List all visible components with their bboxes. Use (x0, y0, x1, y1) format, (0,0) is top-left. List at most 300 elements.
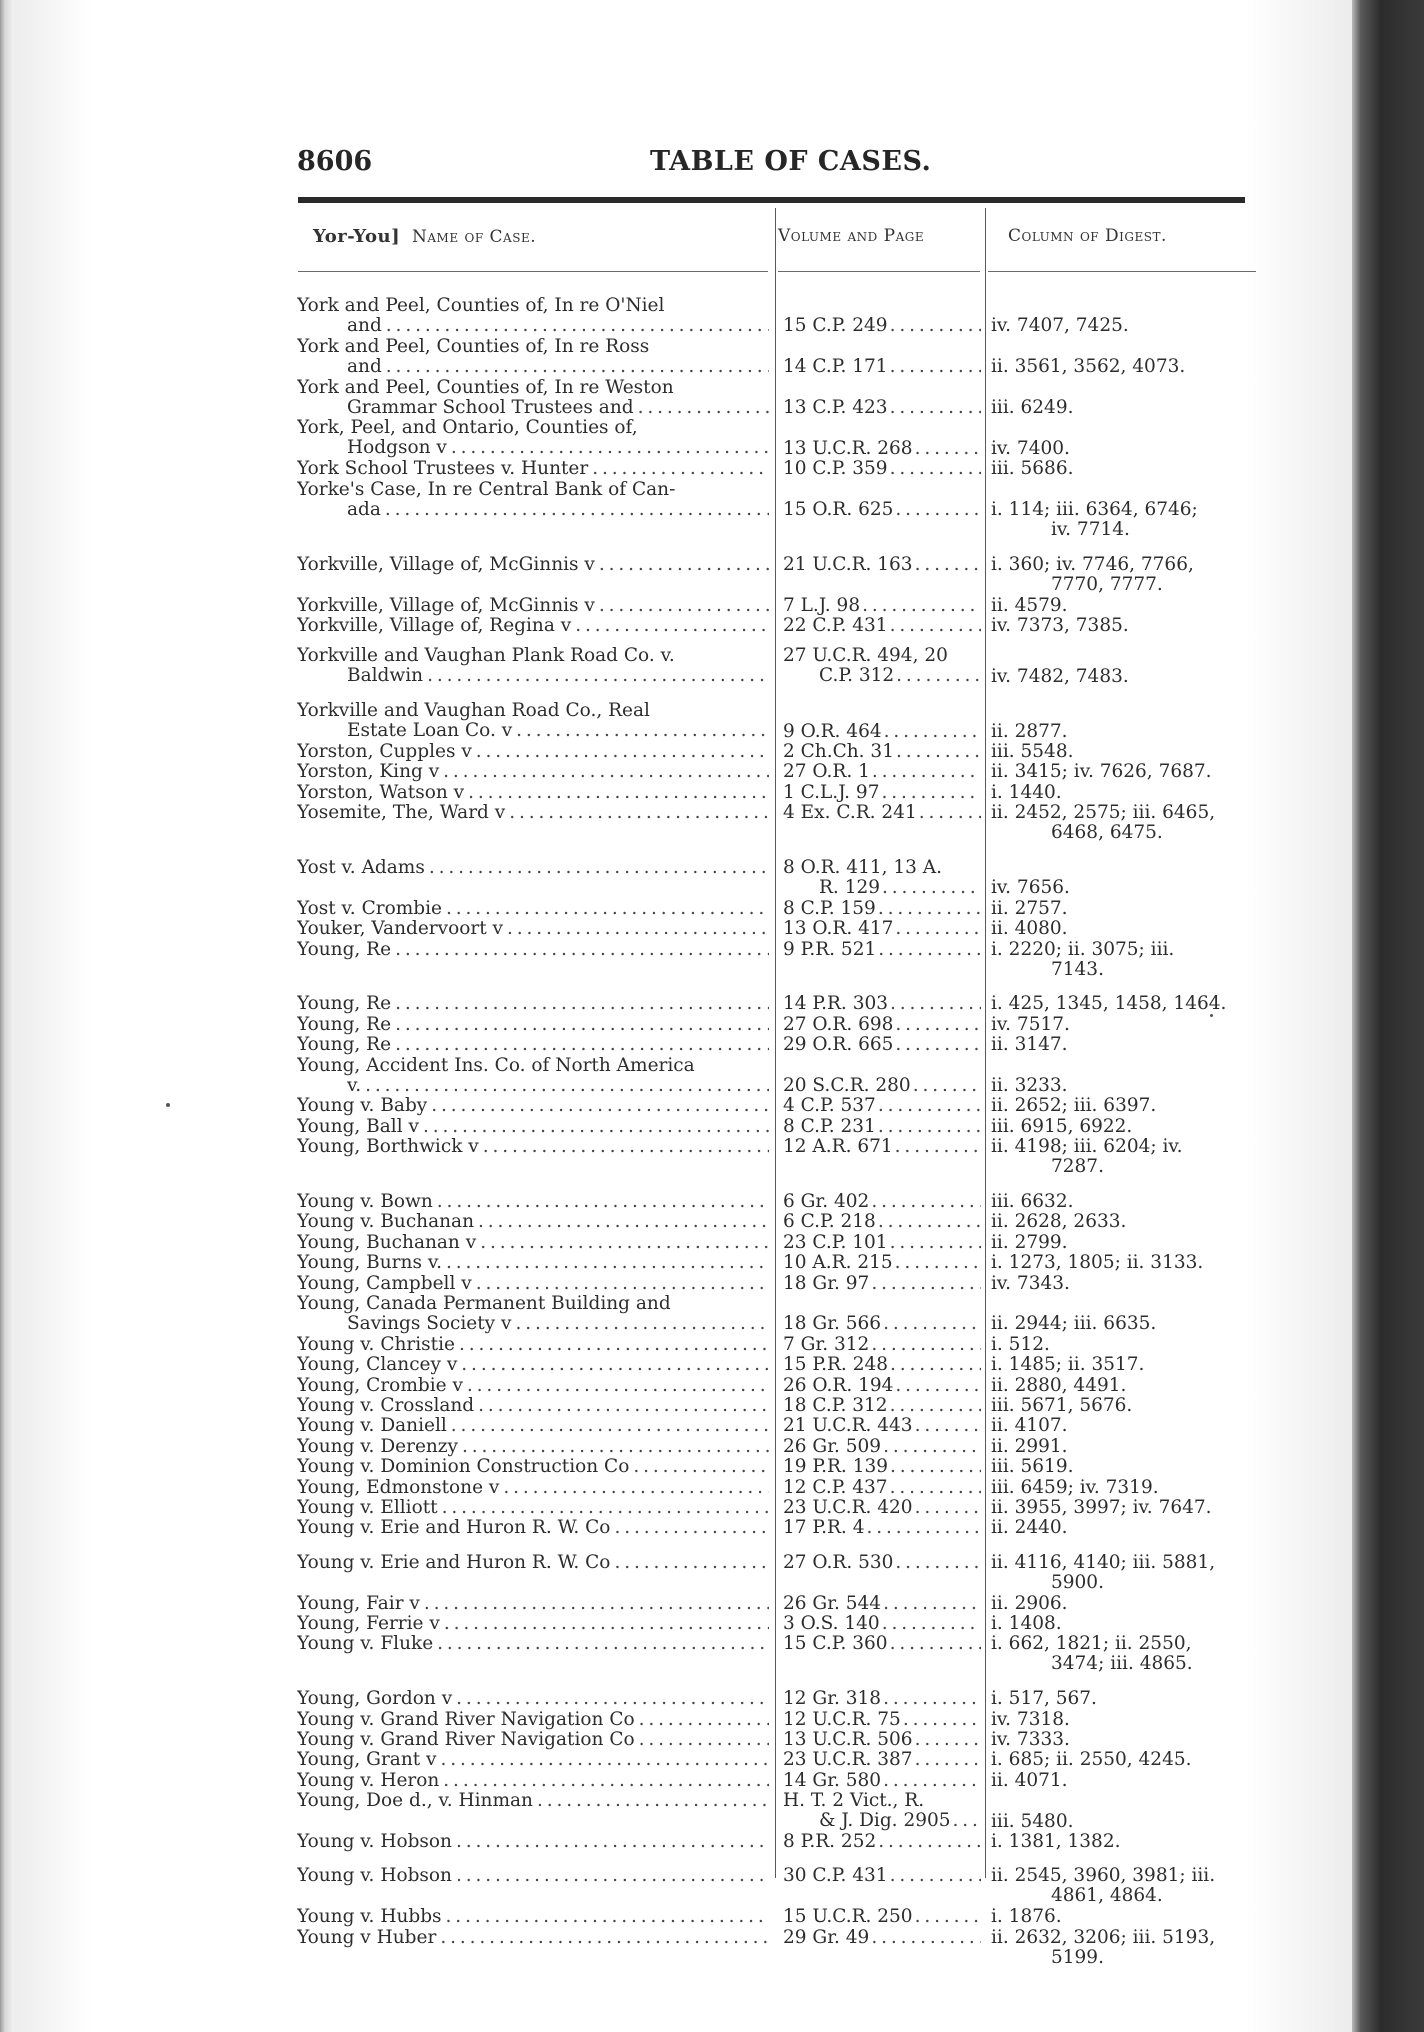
case-name-line (297, 1907, 769, 1927)
case-name-text: Young, Grant v (297, 1750, 437, 1771)
volume-page-line (783, 1928, 981, 1948)
case-name-line (297, 1035, 769, 1055)
case-name-text: Young v. Grand River Navigation Co (297, 1730, 635, 1750)
volume-page-line (783, 722, 981, 742)
volume-page-text: 14 C.P. 171 (783, 357, 888, 378)
digest-column (991, 1634, 1261, 1674)
case-name-text: Yorkville, Village of, Regina v (297, 616, 572, 636)
volume-page (783, 316, 981, 336)
case-name-line (297, 398, 769, 418)
case-name (297, 1771, 769, 1791)
case-name-text: Yost v. Crombie (297, 898, 442, 919)
case-name-line (297, 438, 769, 458)
case-name-text: Young v. Bown (297, 1192, 433, 1212)
digest-column (991, 803, 1261, 843)
digest-text: ii. 2452, 2575; iii. 6465, (991, 802, 1216, 824)
case-name-line (297, 1253, 769, 1273)
dot-leader (895, 1137, 981, 1157)
case-name-text: York, Peel, and Ontario, Counties of, (297, 418, 638, 439)
volume-page (783, 1907, 981, 1927)
dot-leader (451, 438, 769, 458)
volume-page (783, 1035, 981, 1055)
volume-page-line (783, 1096, 981, 1116)
volume-page (783, 1376, 981, 1396)
dot-leader (429, 858, 769, 878)
volume-page-text: 20 S.C.R. 280 (783, 1075, 911, 1096)
volume-page-line (783, 1478, 981, 1498)
case-name (297, 1553, 769, 1573)
dot-leader (881, 783, 981, 803)
digest-text: i. 517, 567. (991, 1688, 1097, 1710)
volume-page-line (783, 1457, 981, 1477)
digest-column (991, 596, 1261, 616)
digest-text: i. 1440. (991, 781, 1062, 803)
volume-page (783, 1614, 981, 1634)
digest-column (991, 919, 1261, 939)
case-name-text: Young v. Erie and Huron R. W. Co (297, 1518, 611, 1539)
case-name (297, 1137, 769, 1157)
digest-text: ii. 3561, 3562, 4073. (991, 356, 1186, 378)
dot-leader (883, 1594, 981, 1614)
case-name-text: Hodgson v (347, 438, 447, 459)
volume-page-line (783, 1730, 981, 1750)
dot-leader (871, 1274, 981, 1294)
digest-text: iv. 7318. (991, 1708, 1070, 1730)
case-name-line (297, 1355, 769, 1375)
digest-column (991, 1117, 1261, 1137)
volume-page-text: 4 Ex. C.R. 241 (783, 803, 917, 824)
case-name (297, 1457, 769, 1477)
case-name-text: Young, Crombie v (297, 1375, 463, 1396)
volume-page-line (783, 1035, 981, 1055)
case-name-line (297, 1335, 769, 1355)
volume-page (783, 1866, 981, 1886)
digest-column (991, 616, 1261, 636)
case-name-line (297, 500, 769, 520)
digest-column (991, 1137, 1261, 1177)
dot-leader (890, 994, 981, 1014)
case-name-line (297, 316, 769, 336)
digest-text: 7770, 7777. (1051, 573, 1163, 595)
case-name (297, 480, 769, 520)
volume-page-line (783, 646, 981, 666)
volume-page (783, 1076, 981, 1096)
digest-text: iii. 5548. (991, 741, 1074, 762)
digest-text: ii. 2757. (991, 897, 1068, 919)
case-name-text: Savings Society v (347, 1314, 512, 1334)
case-name-text: Young, Fair v (297, 1593, 420, 1614)
digest-column (991, 1376, 1261, 1396)
volume-page-text: 27 O.R. 698 (783, 1014, 894, 1035)
volume-page (783, 1253, 981, 1273)
volume-page (783, 459, 981, 479)
dot-leader (919, 803, 981, 823)
dot-leader (437, 1192, 769, 1212)
dot-leader (878, 1212, 981, 1232)
dot-leader (890, 316, 981, 336)
case-name-text: Young v. Fluke (297, 1634, 434, 1655)
case-name (297, 1710, 769, 1730)
case-name (297, 1396, 769, 1416)
volume-page (783, 1498, 981, 1518)
dot-leader (883, 1314, 981, 1334)
dot-leader (443, 762, 769, 782)
volume-page (783, 1096, 981, 1116)
dot-leader (395, 940, 769, 960)
digest-text: 4861, 4864. (1051, 1885, 1163, 1907)
volume-page-text: H. T. 2 Vict., R. (783, 1791, 925, 1812)
volume-page-text: 26 O.R. 194 (783, 1375, 894, 1396)
digest-text: iii. 6459; iv. 7319. (991, 1476, 1159, 1498)
case-name-line (297, 378, 769, 398)
case-name-line (297, 1416, 769, 1436)
volume-page-text: 6 C.P. 218 (783, 1212, 876, 1233)
case-name-text: Young v. Daniell (297, 1416, 447, 1437)
volume-page-line (783, 899, 981, 919)
case-name (297, 459, 769, 479)
volume-page-line (783, 1710, 981, 1730)
dot-leader (890, 1355, 981, 1375)
volume-page-text: 26 Gr. 544 (783, 1593, 882, 1614)
volume-page-text: 12 A.R. 671 (783, 1137, 893, 1158)
dot-leader (872, 762, 981, 782)
volume-page (783, 1396, 981, 1416)
volume-page-text: 23 C.P. 101 (783, 1232, 888, 1253)
digest-column (991, 459, 1261, 479)
volume-page-line (783, 1866, 981, 1886)
dot-leader (890, 1457, 981, 1477)
digest-column (991, 878, 1261, 898)
case-name-text: Young, Burns v. (297, 1253, 442, 1274)
case-name-line (297, 666, 769, 686)
dot-leader (446, 1253, 769, 1273)
digest-column (991, 899, 1261, 919)
column-header-volume: Volume and Page (778, 226, 925, 246)
digest-text: i. 512. (991, 1333, 1050, 1355)
volume-page-text: 23 U.C.R. 420 (783, 1498, 913, 1518)
digest-column (991, 1355, 1261, 1375)
volume-page-line (783, 316, 981, 336)
volume-page-text: 3 O.S. 140 (783, 1614, 880, 1634)
dot-leader (599, 555, 769, 575)
dot-leader (480, 1233, 769, 1253)
case-name-line (297, 1192, 769, 1212)
case-name-line (297, 1634, 769, 1654)
volume-page-line (783, 878, 981, 898)
volume-page-line (783, 1791, 981, 1811)
dot-leader (890, 357, 981, 377)
volume-page-text: 15 C.P. 249 (783, 316, 888, 337)
case-name-line (297, 1710, 769, 1730)
case-name (297, 899, 769, 919)
case-name-line (297, 296, 769, 316)
digest-column (991, 439, 1261, 459)
volume-page-line (783, 762, 981, 782)
volume-page (783, 940, 981, 960)
digest-text: i. 1485; ii. 3517. (991, 1354, 1145, 1376)
digest-text: ii. 2440. (991, 1517, 1068, 1539)
dot-leader (903, 1710, 981, 1730)
case-name (297, 1634, 769, 1654)
volume-page (783, 1314, 981, 1334)
volume-page (783, 858, 981, 898)
volume-page-line (783, 1137, 981, 1157)
volume-page-text: 13 O.R. 417 (783, 919, 894, 940)
volume-page-line (783, 555, 981, 575)
case-name (297, 1274, 769, 1294)
dot-leader (461, 1355, 769, 1375)
dot-leader (592, 459, 769, 479)
dot-leader (890, 459, 981, 479)
volume-page-text: 12 C.P. 437 (783, 1477, 888, 1498)
dot-leader (509, 803, 769, 823)
case-name-text: Grammar School Trustees and (347, 397, 634, 418)
volume-page-text: 19 P.R. 139 (783, 1457, 889, 1478)
digest-text: i. 1381, 1382. (991, 1831, 1121, 1852)
case-name (297, 1416, 769, 1436)
volume-page-text: 15 O.R. 625 (783, 499, 894, 520)
case-name-line (297, 1750, 769, 1770)
dot-leader (639, 1730, 769, 1750)
case-name (297, 1689, 769, 1709)
column-header-digest: Column of Digest. (1008, 226, 1167, 246)
volume-page (783, 1015, 981, 1035)
digest-column (991, 1233, 1261, 1253)
case-name-text: Young v. Baby (297, 1096, 428, 1117)
dot-leader (878, 1096, 981, 1116)
digest-text: iii. 6632. (991, 1191, 1074, 1212)
case-name-text: Young v. Hubbs (297, 1907, 442, 1928)
dot-leader (462, 1437, 769, 1457)
case-name-text: York School Trustees v. Hunter (297, 459, 589, 480)
volume-page (783, 357, 981, 377)
case-name-text: Young v. Heron (297, 1770, 440, 1791)
case-name (297, 1437, 769, 1457)
case-name-line (297, 1866, 769, 1886)
volume-page (783, 1634, 981, 1654)
volume-page-text: 17 P.R. 4 (783, 1518, 865, 1539)
case-name-line (297, 1274, 769, 1294)
digest-text: 6468, 6475. (1051, 822, 1163, 844)
dot-leader (866, 1518, 981, 1538)
volume-page-text: 15 P.R. 248 (783, 1355, 889, 1376)
dot-leader (895, 1553, 981, 1573)
case-name-text: Young, Edmonstone v (297, 1477, 500, 1498)
volume-page (783, 1335, 981, 1355)
digest-text: iii. 5671, 5676. (991, 1395, 1133, 1416)
dot-leader (895, 1376, 981, 1396)
case-name (297, 1614, 769, 1634)
dot-leader (896, 666, 981, 686)
volume-page (783, 616, 981, 636)
digest-text: iii. 5619. (991, 1456, 1074, 1478)
volume-page (783, 919, 981, 939)
dot-leader (446, 899, 769, 919)
volume-page-text: 12 U.C.R. 75 (783, 1709, 901, 1730)
digest-column (991, 1771, 1261, 1791)
digest-column (991, 1866, 1261, 1906)
dot-leader (633, 1457, 769, 1477)
case-name-text: Yorston, King v (297, 762, 440, 783)
volume-page (783, 500, 981, 520)
print-speck (166, 1103, 170, 1107)
dot-leader (442, 1498, 769, 1518)
volume-page (783, 646, 981, 686)
volume-page-line (783, 666, 981, 686)
dot-leader (878, 1832, 981, 1852)
volume-page (783, 1416, 981, 1436)
case-name-line (297, 1498, 769, 1518)
volume-page (783, 1355, 981, 1375)
case-name-line (297, 858, 769, 878)
case-name (297, 762, 769, 782)
volume-page-line (783, 1376, 981, 1396)
case-name-line (297, 1478, 769, 1498)
digest-text: ii. 3233. (991, 1074, 1068, 1096)
case-name-text: Young v. Erie and Huron R. W. Co (297, 1552, 611, 1573)
volume-page (783, 1594, 981, 1614)
volume-page-text: 8 C.P. 231 (783, 1116, 876, 1137)
digest-text: iii. 6915, 6922. (991, 1115, 1133, 1137)
digest-column (991, 1730, 1261, 1750)
case-name-line (297, 1076, 769, 1096)
digest-text: iv. 7517. (991, 1013, 1070, 1035)
digest-column (991, 1035, 1261, 1055)
dot-leader (915, 555, 981, 575)
digest-column (991, 783, 1261, 803)
volume-page-line (783, 940, 981, 960)
case-name (297, 337, 769, 377)
volume-page (783, 1274, 981, 1294)
digest-column (991, 1750, 1261, 1770)
dot-leader (895, 1015, 981, 1035)
case-name-text: Young, Re (297, 1014, 392, 1035)
case-name (297, 1294, 769, 1334)
digest-column (991, 1096, 1261, 1116)
dot-leader (599, 596, 769, 616)
dot-leader (476, 1274, 769, 1294)
volume-page-line (783, 439, 981, 459)
case-name-line (297, 1396, 769, 1416)
dot-leader (478, 1212, 769, 1232)
volume-page-line (783, 1750, 981, 1770)
dot-leader (890, 1478, 981, 1498)
dot-leader (467, 1376, 769, 1396)
case-name-line (297, 616, 769, 636)
case-name-line (297, 459, 769, 479)
volume-page-text: 13 U.C.R. 268 (783, 438, 913, 459)
volume-page (783, 1212, 981, 1232)
digest-text: iv. 7714. (1051, 518, 1130, 540)
digest-text: i. 2220; ii. 3075; iii. (991, 938, 1175, 960)
volume-page-line (783, 1274, 981, 1294)
dot-leader (446, 1907, 769, 1927)
volume-page-line (783, 1355, 981, 1375)
volume-page-text: 8 C.P. 159 (783, 898, 876, 919)
case-name-line (297, 783, 769, 803)
volume-page-text: 2 Ch.Ch. 31 (783, 742, 894, 762)
dot-leader (385, 500, 769, 520)
case-name-line (297, 1771, 769, 1791)
volume-page-line (783, 1192, 981, 1212)
case-name-line (297, 357, 769, 377)
case-name (297, 1730, 769, 1750)
volume-page-text: 13 U.C.R. 506 (783, 1730, 913, 1750)
case-name-line (297, 919, 769, 939)
case-name-text: Young, Campbell v (297, 1273, 472, 1294)
volume-page-line (783, 1335, 981, 1355)
dot-leader (431, 1096, 769, 1116)
dot-leader (503, 1478, 769, 1498)
digest-column (991, 1396, 1261, 1416)
dot-leader (895, 500, 981, 520)
volume-page (783, 439, 981, 459)
case-name (297, 919, 769, 939)
digest-text: iv. 7343. (991, 1272, 1070, 1294)
volume-page-line (783, 1498, 981, 1518)
digest-text: ii. 2906. (991, 1592, 1068, 1614)
case-name-text: Young v. Christie (297, 1334, 455, 1355)
volume-page-line (783, 1907, 981, 1927)
dot-leader (882, 1614, 981, 1634)
volume-page (783, 899, 981, 919)
case-name (297, 742, 769, 762)
dot-leader (395, 1015, 769, 1035)
volume-page-text: 10 C.P. 359 (783, 459, 888, 480)
case-name-line (297, 596, 769, 616)
case-name (297, 994, 769, 1014)
dot-leader (878, 899, 981, 919)
volume-page-text: 26 Gr. 509 (783, 1436, 882, 1457)
digest-column (991, 1614, 1261, 1634)
case-name-text: Young, Gordon v (297, 1689, 453, 1710)
case-name (297, 596, 769, 616)
case-name-line (297, 1832, 769, 1852)
digest-text: ii. 2628, 2633. (991, 1211, 1127, 1233)
dot-leader (638, 398, 769, 418)
digest-column (991, 555, 1261, 595)
digest-text: ii. 2652; iii. 6397. (991, 1095, 1157, 1117)
digest-text: ii. 4107. (991, 1415, 1068, 1437)
volume-page-line (783, 1553, 981, 1573)
digest-column (991, 1076, 1261, 1096)
dot-leader (443, 1771, 769, 1791)
volume-page-line (783, 1015, 981, 1035)
digest-text: ii. 4071. (991, 1769, 1068, 1791)
volume-page-line (783, 1396, 981, 1416)
volume-page (783, 596, 981, 616)
dot-leader (884, 722, 981, 742)
digest-column (991, 1015, 1261, 1035)
digest-text: iv. 7333. (991, 1729, 1070, 1750)
dot-leader (483, 1137, 769, 1157)
dot-leader (913, 1076, 981, 1096)
page-number: 8606 (297, 146, 373, 177)
dot-leader (395, 994, 769, 1014)
case-name-line (297, 1437, 769, 1457)
digest-column (991, 1274, 1261, 1294)
dot-leader (507, 919, 769, 939)
volume-page-line (783, 1614, 981, 1634)
digest-column (991, 1832, 1261, 1852)
case-name-line (297, 1056, 769, 1076)
print-speck (1210, 1014, 1213, 1017)
volume-page (783, 1832, 981, 1852)
case-name-text: Young, Borthwick v (297, 1137, 479, 1158)
dot-leader (440, 1928, 769, 1948)
volume-page-line (783, 1771, 981, 1791)
dot-leader (478, 1396, 769, 1416)
